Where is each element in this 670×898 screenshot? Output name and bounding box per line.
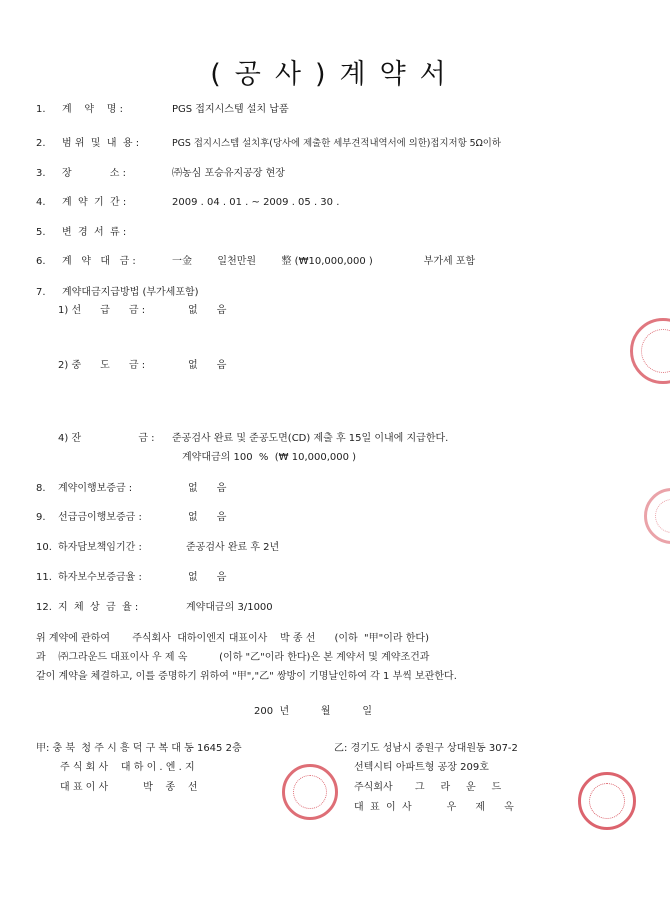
item-2-value: PGS 접지시스템 설치후(당사에 제출한 세부견적내역서에 의한)접지저항 5Ω이하 (172, 138, 501, 149)
item-12-label: 지 체 상 금 율 : (58, 602, 139, 613)
party-b-company: 주식회사 그 라 운 드 (354, 782, 502, 793)
payment-interim-value: 없 음 (188, 360, 227, 371)
item-11-num: 11. (36, 572, 52, 583)
payment-interim-label: 2) 중 도 금 : (58, 360, 146, 371)
item-6-value: 一金 일천만원 整 (₩10,000,000 ) 부가세 포함 (172, 256, 476, 267)
party-a-rep: 대 표 이 사 박 종 선 (60, 782, 198, 793)
item-12-value: 계약대금의 3/1000 (186, 602, 273, 613)
item-9-num: 9. (36, 512, 46, 523)
item-5-label: 변 경 서 류 : (62, 227, 127, 238)
paragraph-line-3: 같이 계약을 체결하고, 이를 증명하기 위하여 "甲","乙" 쌍방이 기명날인하여 각 1 부씩 보관한다. (36, 671, 457, 682)
item-9-value: 없 음 (188, 512, 227, 523)
margin-seal-upper (630, 318, 670, 384)
item-8-num: 8. (36, 483, 46, 494)
paragraph-line-2: 과 ㈜그라운드 대표이사 우 제 옥 (이하 "乙"이라 한다)은 본 계약서 및 계약조건과 (36, 652, 430, 663)
item-1-label: 계 약 명 : (62, 104, 123, 115)
item-6-label: 계 약 대 금 : (62, 256, 136, 267)
party-a-seal (282, 764, 338, 820)
item-8-value: 없 음 (188, 483, 227, 494)
party-b-address2: 선텍시티 아파트형 공장 209호 (354, 762, 489, 773)
item-7-label: 계약대금지급방법 (부가세포함) (62, 287, 199, 298)
item-7-num: 7. (36, 287, 46, 298)
page-title: (공사)계약서 (210, 59, 460, 90)
item-1-value: PGS 접지시스템 설치 납품 (172, 104, 289, 115)
item-12-num: 12. (36, 602, 52, 613)
payment-balance-value: 준공검사 완료 및 준공도면(CD) 제출 후 15일 이내에 지급한다. (172, 433, 449, 444)
margin-seal-lower (644, 488, 670, 544)
item-1-num: 1. (36, 104, 46, 115)
contract-date: 200 년 월 일 (254, 706, 372, 717)
item-9-label: 선급금이행보증금 : (58, 512, 142, 523)
party-a-company: 주 식 회 사 대 하 이 . 엔 . 지 (60, 762, 195, 773)
item-8-label: 계약이행보증금 : (58, 483, 133, 494)
item-4-value: 2009 . 04 . 01 . ~ 2009 . 05 . 30 . (172, 197, 340, 208)
party-b-seal (578, 772, 636, 830)
party-b-rep: 대 표 이 사 우 제 옥 (354, 802, 514, 813)
item-4-num: 4. (36, 197, 46, 208)
payment-advance-label: 1) 선 급 금 : (58, 305, 146, 316)
item-6-num: 6. (36, 256, 46, 267)
item-3-num: 3. (36, 168, 46, 179)
item-10-label: 하자담보책임기간 : (58, 542, 142, 553)
item-4-label: 계 약 기 간 : (62, 197, 127, 208)
item-11-label: 하자보수보증금율 : (58, 572, 142, 583)
item-3-label: 장 소 : (62, 168, 127, 179)
payment-advance-value: 없 음 (188, 305, 227, 316)
party-a-address: 甲: 충 북 청 주 시 흥 덕 구 복 대 동 1645 2층 (36, 743, 242, 754)
item-2-num: 2. (36, 138, 46, 149)
item-2-label: 범 위 및 내 용 : (62, 138, 140, 149)
party-b-address: 乙: 경기도 성남시 중원구 상대원동 307-2 (334, 743, 518, 754)
item-10-num: 10. (36, 542, 52, 553)
item-11-value: 없 음 (188, 572, 227, 583)
item-10-value: 준공검사 완료 후 2년 (186, 542, 280, 553)
payment-balance-note: 계약대금의 100 % (₩ 10,000,000 ) (182, 452, 357, 463)
paragraph-line-1: 위 계약에 관하여 주식회사 대하이엔지 대표이사 박 종 선 (이하 "甲"이라 한다) (36, 633, 429, 644)
item-3-value: ㈜농심 포승유지공장 현장 (172, 168, 285, 179)
item-5-num: 5. (36, 227, 46, 238)
payment-balance-label: 4) 잔 금 : (58, 433, 155, 444)
